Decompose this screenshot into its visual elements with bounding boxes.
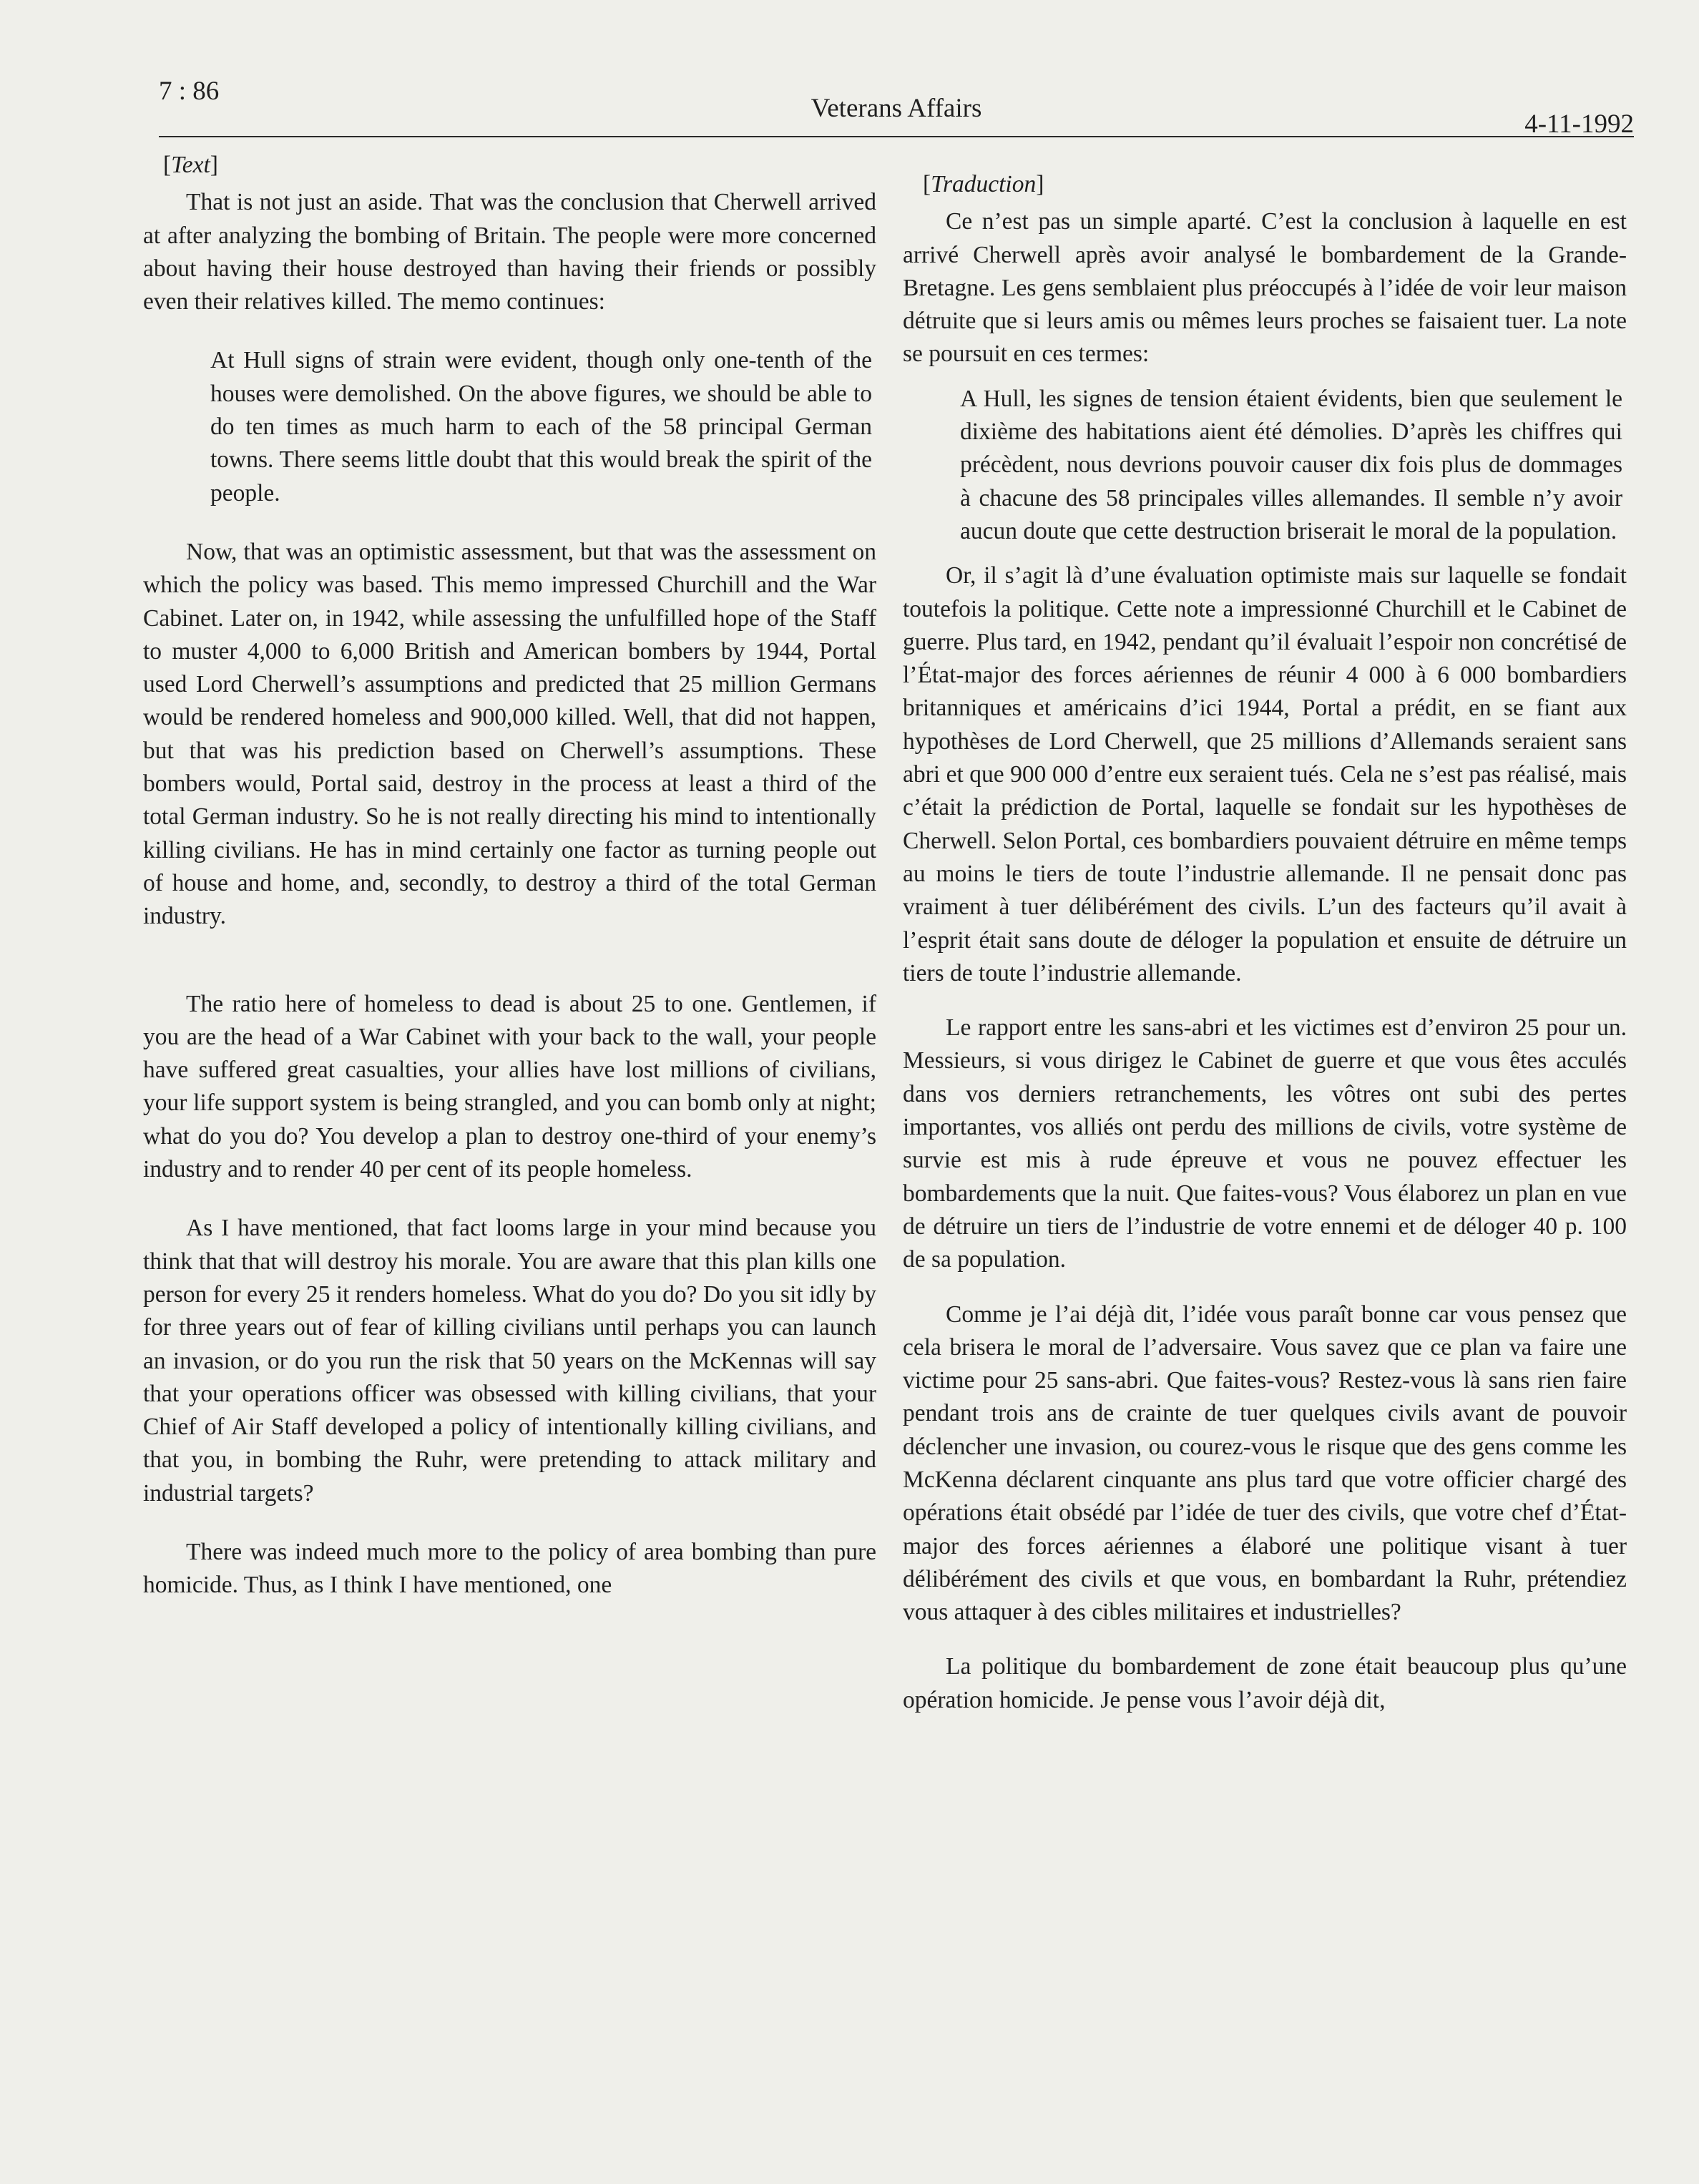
page-number: 7 : 86	[159, 77, 220, 106]
english-paragraph: Now, that was an optimistic assessment, but that was the assessment on which the policy was based. This memo impressed Churchill and the War Cabinet. Later on, in 1942, while assessing the unfulfilled hope of the Staff to muster 4,000 to 6,000 British and American bombers by 1944, Portal used Lord Cherwell’s assumptions and predicted that 25 million Germans would be rendered homeless and 900,000 killed. Well, that did not happen, but that was his prediction based on Cherwell’s assumptions. These bombers would, Portal said, destroy in the process at least a third of the total German industry. So he is not really directing his mind to intentionally killing civilians. He has in mind certainly one factor as turning people out of house and home, and, secondly, to destroy a third of the total German industry.	[143, 538, 876, 930]
french-paragraph: Ce n’est pas un simple aparté. C’est la conclusion à laquelle en est arrivé Cherwell après avoir analysé le bombardement de la Grande-Bretagne. Les gens semblaient plus préoccupés à l’idée de voir leur maison détruite que si leurs amis ou mêmes leurs proches se faisaient tuer. La note se poursuit en ces termes:	[903, 208, 1627, 368]
french-paragraph: Or, il s’agit là d’une évaluation optimiste mais sur laquelle se fondait toutefois la politique. Cette note a impressionné Churchill et le Cabinet de guerre. Plus tard, en 1942, pendant qu’il évaluait l’espoir non concrétisé de l’État-major des forces aériennes de réunir 4 000 à 6 000 bombardiers britanniques et américains d’ici 1944, Portal a prédit, en se fiant aux hypothèses de Lord Cherwell, que 25 millions d’Allemands seraient sans abri et que 900 000 d’entre eux seraient tués. Cela ne s’est pas réalisé, mais c’était la prédiction de Portal, laquelle se fondait sur les hypothèses de Cherwell. Selon Portal, ces bombardiers pouvaient détruire en même temps au moins le tiers de toute l’industrie allemande. Il ne pensait donc pas vraiment à tuer délibérément des civils. L’un des facteurs qu’il avait à l’esprit était sans doute de déloger la population et ensuite de détruire un tiers de toute l’industrie allemande.	[903, 562, 1627, 986]
traduction-label: [Traduction]	[923, 171, 1044, 197]
sitting-date: 4-11-1992	[1524, 109, 1634, 139]
french-paragraph: La politique du bombardement de zone était beaucoup plus qu’une opération homicide. Je pense vous l’avoir déjà dit,	[903, 1653, 1627, 1713]
french-column	[903, 168, 1627, 1717]
english-column	[143, 149, 876, 1602]
french-paragraph: Comme je l’ai déjà dit, l’idée vous paraît bonne car vous pensez que cela brisera le moral de l’adversaire. Vous savez que ce plan va faire une victime pour 25 sans-abri. Que faites-vous? Restez-vous là sans rien faire pendant trois ans de crainte de tuer quelques civils avant de pouvoir déclencher une invasion, ou courez-vous le risque que des gens comme les McKenna déclarent cinquante ans plus tard que votre officier chargé des opérations était obsédé par l’idée de tuer des civils, que votre chef d’État-major des forces aériennes a élaboré une politique visant à tuer délibérément des civils et que vous, en bombardant la Ruhr, prétendiez vous attaquer à des cibles militaires et industrielles?	[903, 1301, 1627, 1626]
page-header	[159, 76, 1634, 137]
english-paragraph: There was indeed much more to the policy of area bombing than pure homicide. Thus, as I think I have mentioned, one	[143, 1538, 876, 1599]
english-paragraph: As I have mentioned, that fact looms large in your mind because you think that that will destroy his morale. You are aware that this plan kills one person for every 25 it renders homeless. What do you do? Do you sit idly by for three years out of fear of killing civilians until perhaps you can launch an invasion, or do you run the risk that 50 years on the McKennas will say that your operations officer was obsessed with killing civilians, that your Chief of Air Staff developed a policy of intentionally killing civilians, and that you, in bombing the Ruhr, were pretending to attack military and industrial targets?	[143, 1215, 876, 1507]
text-label: [Text]	[163, 152, 218, 178]
french-quotation: A Hull, les signes de tension étaient évidents, bien que seulement le dixième des habitations aient été démolies. D’après les chiffres qui précèdent, nous devrions pouvoir causer dix fois plus de dommages à chacune des 58 principales villes allemandes. Il semble n’y avoir aucun doute que cette destruction briserait le moral de la population.	[960, 385, 1622, 544]
english-quotation: At Hull signs of strain were evident, though only one-tenth of the houses were demolished. On the above figures, we should be able to do ten times as much harm to each of the 58 principal German towns. There seems little doubt that this would break the spirit of the people.	[210, 347, 872, 506]
english-paragraph: That is not just an aside. That was the conclusion that Cherwell arrived at after analyzing the bombing of Britain. The people were more concerned about having their house destroyed than having their friends or possibly even their relatives killed. The memo continues:	[143, 189, 876, 315]
running-title: Veterans Affairs	[811, 94, 982, 123]
english-paragraph: The ratio here of homeless to dead is about 25 to one. Gentlemen, if you are the head of a War Cabinet with your back to the wall, your people have suffered great casualties, your allies have lost millions of civilians, your life support system is being strangled, and you can bomb only at night; what do you do? You develop a plan to destroy one-third of your enemy’s industry and to render 40 per cent of its people homeless.	[143, 990, 876, 1183]
french-paragraph: Le rapport entre les sans-abri et les victimes est d’environ 25 pour un. Messieurs, si vous dirigez le Cabinet de guerre et que vous êtes acculés dans vos derniers retranchements, les vôtres ont subi des pertes importantes, vos alliés ont perdu des millions de civils, votre système de survie est mis à rude épreuve et vous ne pouvez effectuer les bombardements que la nuit. Que faites-vous? Vous élaborez un plan en vue de détruire un tiers de l’industrie de votre ennemi et de déloger 40 p. 100 de sa population.	[903, 1014, 1627, 1273]
